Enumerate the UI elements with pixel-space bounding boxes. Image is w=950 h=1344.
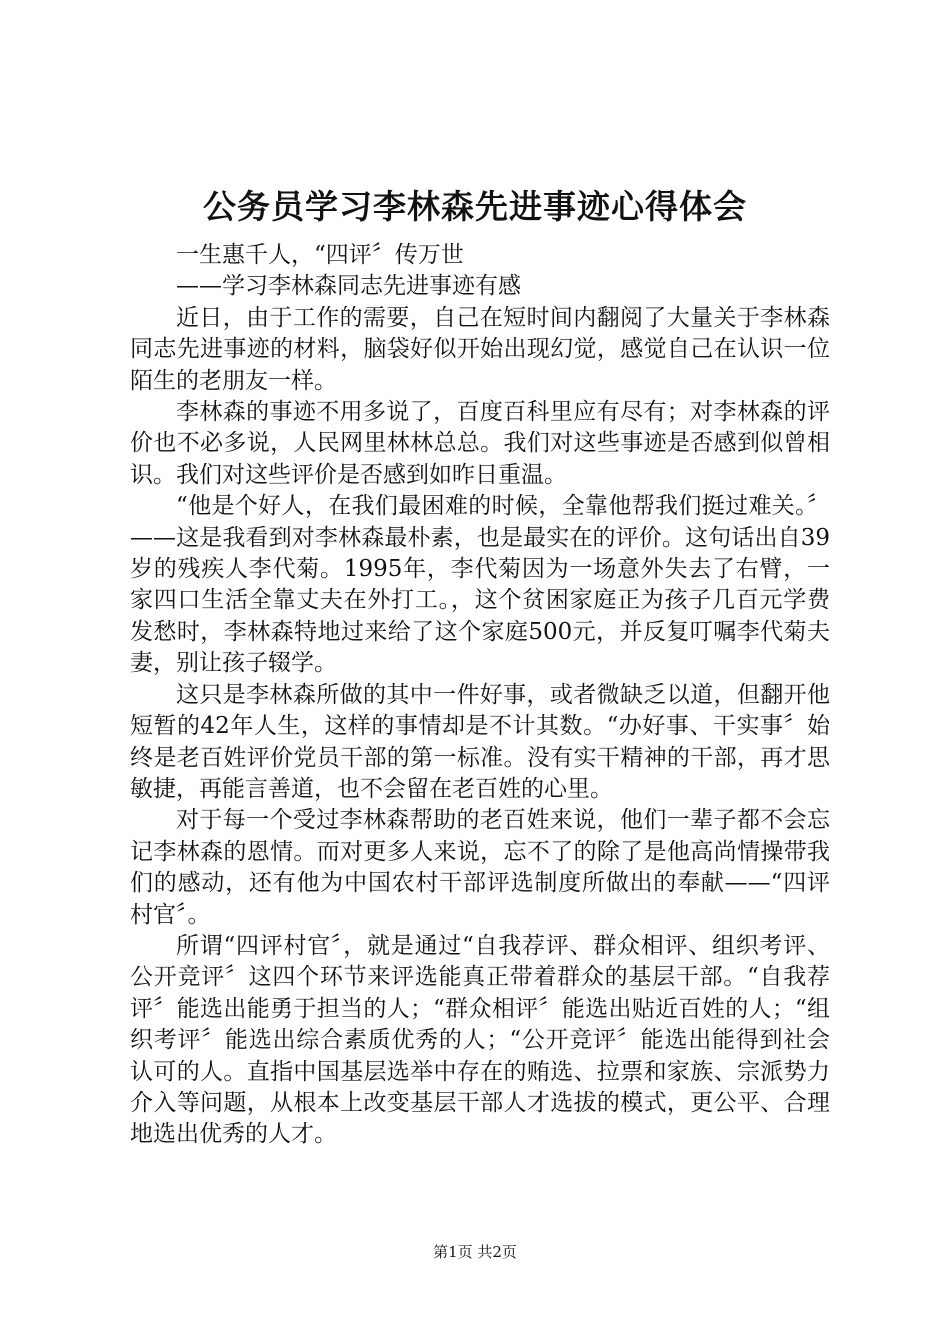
- paragraph-3: “他是个好人，在我们最困难的时候，全靠他帮我们挺过难关。〞——这是我看到对李林森最朴素，也是最实在的评价。这句话出自39岁的残疾人李代菊。1995年，李代菊因为一场意外失去了右臂，一家四口生活全靠丈夫在外打工。，这个贫困家庭正为孩子几百元学费发愁时，李林森特地过来给了这个家庭500元，并反复叮嘱李代菊夫妻，别让孩子辍学。: [130, 493, 830, 677]
- paragraph-5: 对于每一个受过李林森帮助的老百姓来说，他们一辈子都不会忘记李林森的恩情。而对更多人来说，忘不了的除了是他高尚情操带我们的感动，还有他为中国农村干部评选制度所做出的奉献——“四评村官〞。: [130, 807, 830, 928]
- document-body: [130, 240, 830, 1151]
- paragraph-4: 这只是李林森所做的其中一件好事，或者微缺乏以道，但翻开他短暂的42年人生，这样的事情却是不计其数。“办好事、干实事〞始终是老百姓评价党员干部的第一标准。没有实干精神的干部，再才思敏捷，再能言善道，也不会留在老百姓的心里。: [130, 681, 830, 802]
- byline: ——学习李林森同志先进事迹有感: [176, 273, 521, 300]
- subtitle: 一生惠千人，“四评〞传万世: [176, 242, 464, 268]
- paragraph-2: 李林森的事迹不用多说了，百度百科里应有尽有；对李林森的评价也不必多说，人民网里林林总总。我们对这些事迹是否感到似曾相识。我们对这些评价是否感到如昨日重温。: [130, 399, 830, 488]
- document-title: 公务员学习李林森先进事迹心得体会: [203, 187, 747, 226]
- paragraph-1: 近日，由于工作的需要，自己在短时间内翻阅了大量关于李林森同志先进事迹的材料，脑袋好似开始出现幻觉，感觉自己在认识一位陌生的老朋友一样。: [130, 304, 830, 394]
- paragraph-6: 所谓“四评村官〞，就是通过“自我荐评、群众相评、组织考评、公开竞评〞这四个环节来评选能真正带着群众的基层干部。“自我荐评〞能选出能勇于担当的人；“群众相评〞能选出贴近百姓的人；“组织考评〞能选出综合素质优秀的人；“公开竞评〞能选出能得到社会认可的人。直指中国基层选举中存在的贿选、拉票和家族、宗派势力介入等问题，从根本上改变基层干部人才选拔的模式，更公平、合理地选出优秀的人才。: [130, 932, 830, 1148]
- page-number-footer: 第1页 共2页: [433, 1243, 517, 1261]
